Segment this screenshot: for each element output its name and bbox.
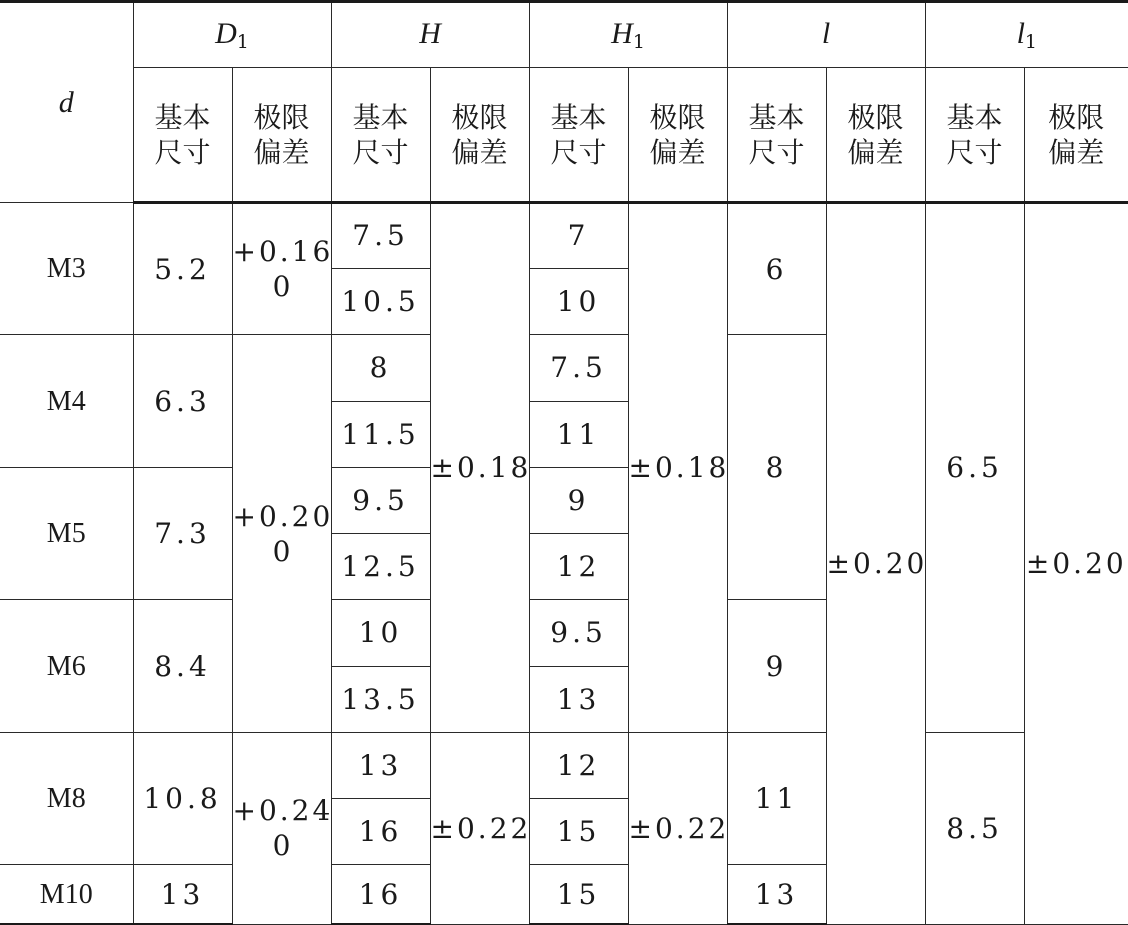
h-basic-cell: 8 [331,335,430,401]
size-cell: M5 [0,467,133,600]
header-H1: $H_1$ [529,2,727,68]
d1-tol-cell: +0.20 0 [232,335,331,733]
header-l: l [727,2,925,68]
h1-basic-cell: 7 [529,202,628,268]
h1-basic-cell: 13 [529,666,628,732]
l1-tol-cell: ±0.20 [1024,202,1128,924]
l-tol-cell: ±0.20 [826,202,925,924]
subhead-limit: 极限 偏差 [232,68,331,203]
size-cell: M6 [0,600,133,733]
h-basic-cell: 12.5 [331,534,430,600]
table-row [0,202,1128,268]
subhead-limit: 极限 偏差 [628,68,727,203]
h-basic-cell: 13 [331,732,430,798]
header-D1: $D_1$ [133,2,331,68]
h1-tol-cell: ±0.22 [628,732,727,924]
header-d: d [0,2,133,203]
h1-tol-cell: ±0.18 [628,202,727,732]
h-basic-cell: 16 [331,799,430,865]
l-basic-cell: 6 [727,202,826,335]
h1-basic-cell: 7.5 [529,335,628,401]
h1-basic-cell: 10 [529,269,628,335]
h-basic-cell: 10 [331,600,430,666]
subhead-basic: 基本 尺寸 [133,68,232,203]
subhead-basic: 基本 尺寸 [529,68,628,203]
header-row-symbols [0,2,1128,68]
d1-basic-cell: 13 [133,865,232,924]
d1-basic-cell: 5.2 [133,202,232,335]
subhead-basic: 基本 尺寸 [727,68,826,203]
h1-basic-cell: 9 [529,467,628,533]
l-basic-cell: 11 [727,732,826,865]
header-l1: $l_1$ [925,2,1128,68]
table-row [0,732,1128,798]
subhead-limit: 极限 偏差 [430,68,529,203]
h-basic-cell: 7.5 [331,202,430,268]
l1-basic-cell: 6.5 [925,202,1024,732]
subhead-limit: 极限 偏差 [1024,68,1128,203]
h-basic-cell: 10.5 [331,269,430,335]
subhead-basic: 基本 尺寸 [331,68,430,203]
h1-basic-cell: 15 [529,865,628,924]
h-basic-cell: 16 [331,865,430,924]
size-cell: M8 [0,732,133,865]
h-basic-cell: 9.5 [331,467,430,533]
h-basic-cell: 11.5 [331,401,430,467]
h1-basic-cell: 15 [529,799,628,865]
l-basic-cell: 9 [727,600,826,733]
d1-tol-cell: +0.16 0 [232,202,331,335]
h-tol-cell: ±0.18 [430,202,529,732]
size-cell: M3 [0,202,133,335]
h1-basic-cell: 9.5 [529,600,628,666]
h-basic-cell: 13.5 [331,666,430,732]
d1-tol-cell: +0.24 0 [232,732,331,924]
l-basic-cell: 8 [727,335,826,600]
h-tol-cell: ±0.22 [430,732,529,924]
h1-basic-cell: 11 [529,401,628,467]
header-H: H [331,2,529,68]
subhead-limit: 极限 偏差 [826,68,925,203]
d1-basic-cell: 8.4 [133,600,232,733]
d1-basic-cell: 7.3 [133,467,232,600]
l-basic-cell: 13 [727,865,826,924]
d1-basic-cell: 10.8 [133,732,232,865]
subhead-basic: 基本 尺寸 [925,68,1024,203]
h1-basic-cell: 12 [529,534,628,600]
l1-basic-cell: 8.5 [925,732,1024,924]
d1-basic-cell: 6.3 [133,335,232,468]
header-row-subheads [0,68,1128,203]
size-cell: M4 [0,335,133,468]
h1-basic-cell: 12 [529,732,628,798]
size-cell: M10 [0,865,133,924]
